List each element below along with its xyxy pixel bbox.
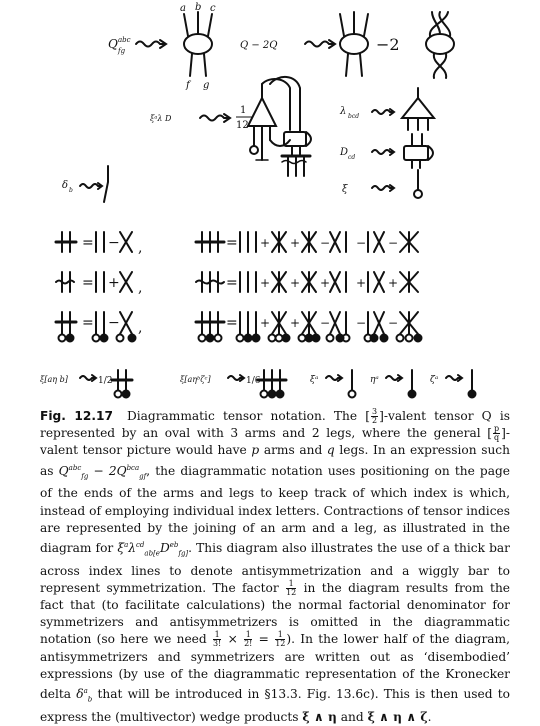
plus-2b-4: + [356, 276, 367, 290]
eq-sign-3b: = [226, 315, 238, 331]
plus-3b-2: + [290, 316, 301, 330]
factor-twelve: 12 [236, 120, 249, 131]
minus-4b: − [356, 236, 367, 250]
plus-2b-1: + [260, 276, 271, 290]
wiggly-arrow-delta [80, 183, 102, 189]
eq-sign-2b: = [226, 275, 238, 291]
figure-caption: Fig. 12.17 Diagrammatic tensor notation. The [ $\frac{3}{2}$ ]-valent tensor Q is represented by an oval with 3 arms and 2 legs, where the general [ $\frac{p}{q}$ ]-valent tensor picture would have p arms and q legs. In an expression such as $Q^{abc}_{fg} - 2Q^{bca}_{gf}$, the diagrammatic notation uses positioning on the page of the ends of the arms and legs to keep track of which index is which, instead of employing individual index letters. Contractions of tensor indices are represented by the joining of an arm and a leg, as illustrated in the diagram for $\xi^a\lambda^{cd}_{ab[e}D^{eb}_{fg]}$. This diagram also illustrates the use of a thick bar across index lines to denote antisymmetrization and a wiggly bar to represent symmetrization. The factor $\frac{1}{12}$ in the diagram results from the fact that (to facilitate calculations) the normal factorial denominator for symmetrizers and antisymmetrizers is omitted in the diagrammatic notation (so here we need $\frac{1}{3!}$ × $\frac{1}{2!}$ = $\frac{1}{12}$ ). In the lower half of the diagram, antisymmetrizers and symmetrizers are written out as ‘disembodied’ expressions (by use of the diagrammatic representation of the Kronecker delta $\delta^a_b$ that will be introduced in §13.3. Fig. 13.6c). This is then used to express the (multivector) wedge products ξ ∧ η and ξ ∧ η ∧ ζ. [40, 407, 511, 724]
plus-2b-5: + [388, 276, 399, 290]
label-q-sub: fg [118, 47, 126, 55]
xi-shape [414, 170, 422, 198]
figure-number: Fig. 12.17 [40, 409, 113, 423]
label-lambda: λ [340, 106, 347, 117]
label-d-sub: cd [348, 154, 356, 161]
frac-p-q: $\frac{p}{q}$ [494, 424, 500, 443]
frac-1-12-b: $\frac{1}{12}$ [275, 630, 286, 649]
index-b: b [195, 2, 202, 13]
label-delta: δ [62, 180, 69, 191]
index-f: f [186, 80, 190, 91]
antisym-row-1 [56, 232, 132, 252]
plus-3b-1: + [260, 316, 271, 330]
caption-title: Diagrammatic tensor notation. [126, 409, 326, 423]
minus-3b-5: − [388, 316, 399, 330]
frac-1-2fact: $\frac{1}{2!}$ [244, 630, 253, 649]
expr-delta: $\delta^a_b$ [76, 687, 93, 704]
comma-2a: , [138, 280, 143, 296]
index-c: c [210, 3, 216, 14]
minus-3b-3: − [320, 316, 331, 330]
row4-label-4: ηᵃ [370, 375, 379, 385]
wiggly-arrow-lambda [372, 109, 394, 115]
frac-1-12: $\frac{1}{12}$ [286, 578, 297, 597]
minus-sign-3a: − [108, 315, 120, 331]
minus-3b-4: − [356, 316, 367, 330]
row4-label-1: ξ[aη b] [40, 375, 68, 384]
eq-sign-1b: = [226, 235, 238, 251]
plus-1b: + [260, 236, 271, 250]
eq-sign-1a: = [82, 235, 94, 251]
wedge-xi-eta-zeta: ξ ∧ η ∧ ζ [367, 709, 428, 724]
factor-one: 1 [240, 105, 247, 116]
label-xi: ξ [342, 184, 348, 195]
frac-3-2: $\frac{3}{2}$ [372, 407, 378, 425]
comma-1a: , [138, 240, 143, 256]
wiggly-arrow-1 [136, 40, 166, 48]
index-a: a [180, 3, 186, 14]
minus-5b: − [388, 236, 399, 250]
label-q-combo: Q − 2Q [240, 40, 278, 51]
row4-factor-1: 1/2 [98, 376, 113, 386]
lambda-shape [402, 88, 434, 130]
wiggly-arrow-xi [372, 185, 394, 191]
eq-sign-3a: = [82, 315, 94, 331]
wedge-row-4 [80, 370, 476, 398]
comma-3a: , [138, 320, 143, 336]
row4-factor-2: 1/6 [246, 376, 261, 386]
label-q-sup: abc [118, 36, 131, 44]
label-xi-lambda-d: ξᵃλ D [150, 114, 172, 123]
plus-2b-3: + [320, 276, 331, 290]
plus-2b-2: + [290, 276, 301, 290]
label-q: Q [108, 37, 118, 51]
minus-sign-1a: − [108, 235, 120, 251]
row4-label-3: ξᵃ [310, 375, 319, 385]
expr-q: $Q^{abc}_{fg} - 2Q^{bca}_{gf}$ [58, 463, 147, 481]
eq-sign-2a: = [82, 275, 94, 291]
expr-xi-lambda-d: $\xi^a\lambda^{cd}_{ab[e}D^{eb}_{fg]}$ [117, 540, 189, 558]
index-g: g [203, 80, 210, 91]
wiggly-arrow-3 [200, 114, 230, 122]
d-shape [404, 134, 433, 168]
wedge-xi-eta: ξ ∧ η [302, 709, 337, 724]
label-delta-sub: b [69, 187, 73, 194]
label-lambda-sub: bcd [348, 113, 360, 120]
plus-2b: + [290, 236, 301, 250]
delta-shape [104, 166, 108, 202]
row4-label-2: ξ[aηᵇζᶜ] [180, 375, 211, 384]
contraction-diagram [248, 77, 311, 176]
label-d: D [340, 147, 349, 158]
q-tensor-oval-diagram [184, 12, 212, 76]
wiggly-arrow-2 [305, 40, 335, 48]
wiggly-arrow-d [372, 149, 394, 155]
label-minus-two: −2 [376, 35, 400, 54]
plus-sign-2a: + [108, 275, 120, 291]
minus-3b: − [320, 236, 331, 250]
frac-1-3fact: $\frac{1}{3!}$ [212, 630, 222, 649]
row4-label-5: ζᵃ [430, 375, 439, 385]
